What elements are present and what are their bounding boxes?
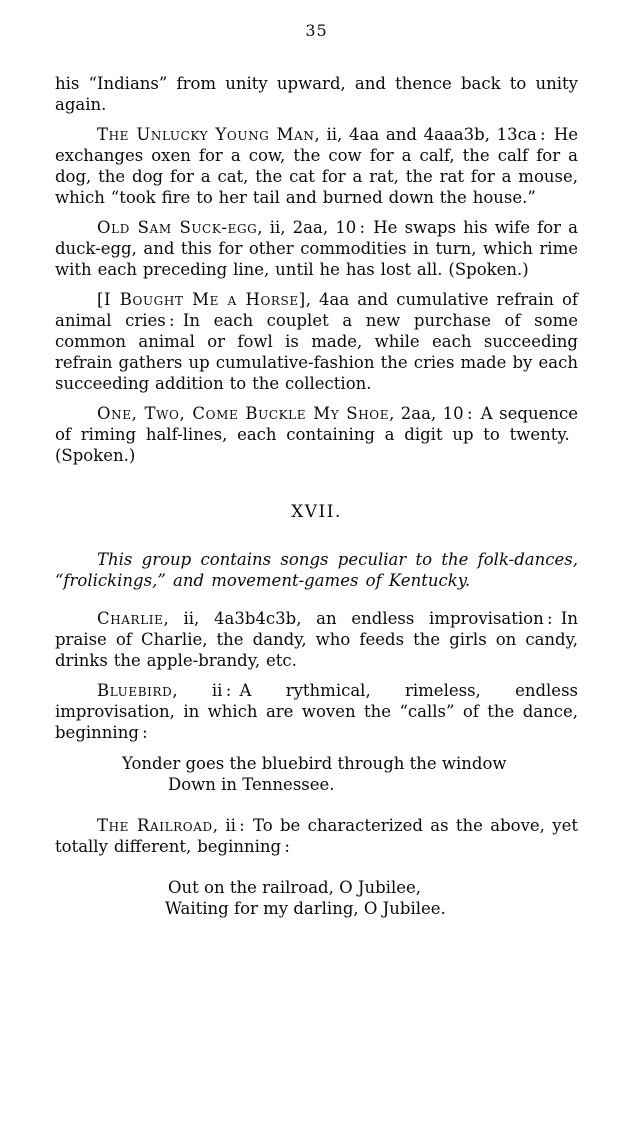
- entry-title: Old Sam Suck-egg: [97, 218, 258, 237]
- paragraph-intro: his “Indians” from unity upward, and thence back to unity again.: [55, 74, 578, 114]
- entry-text: , 4aa and cumulative refrain of animal cries : In each couplet a new purchase of some common animal or fowl is made, while each succeeding refrain gathers up cumulative-fashion the cries made by each succeeding addition to the collection.: [55, 290, 578, 393]
- page-number: 35: [305, 21, 328, 40]
- verse-line: Out on the railroad, O Jubilee,: [168, 878, 421, 897]
- verse-railroad: [55, 877, 578, 919]
- entry-title: The Unlucky Young Man: [97, 125, 315, 144]
- section-summary: This group contains songs peculiar to the folk-dances, “frolickings,” and movement-games of Kentucky.: [55, 550, 578, 590]
- entry-unlucky-young-man: [55, 124, 578, 208]
- entry-title: Bluebird: [97, 681, 173, 700]
- entry-the-railroad: [55, 815, 578, 857]
- entry-title: One, Two, Come Buckle My Shoe: [97, 404, 390, 423]
- entry-text: , ii, 2aa, 10 : He swaps his wife for a duck-egg, and this for other commodities in turn, which rime with each preceding line, until he has lost all. (Spoken.): [55, 218, 578, 279]
- entry-text: , ii : A rythmical, rimeless, endless improvisation, in which are woven the “calls” of the dance, beginning :: [55, 681, 578, 742]
- entry-old-sam-suck-egg: [55, 217, 578, 280]
- entry-text: , ii, 4aa and 4aaa3b, 13ca : He exchanges oxen for a cow, the cow for a calf, the calf for a dog, the dog for a cat, the cat for a rat, the rat for a mouse, which “took fire to her tail and burned down the house.”: [55, 125, 578, 207]
- section-heading-xvii: XVII.: [291, 502, 342, 522]
- entry-charlie: [55, 608, 578, 671]
- entry-bluebird: [55, 680, 578, 743]
- entry-i-bought-me-a-horse: [55, 289, 578, 394]
- entry-text: , ii : To be characterized as the above, yet totally different, beginning :: [55, 816, 578, 856]
- entry-title: The Railroad: [97, 816, 213, 835]
- entry-text: , 2aa, 10 : A sequence of riming half-lines, each containing a digit up to twenty. (Spoken.): [55, 404, 578, 465]
- entry-title: Charlie: [97, 609, 164, 628]
- entry-title: [I Bought Me a Horse]: [97, 290, 306, 309]
- verse-line: Waiting for my darling, O Jubilee.: [165, 899, 446, 918]
- verse-line: Yonder goes the bluebird through the window: [122, 754, 507, 773]
- verse-bluebird: [55, 753, 578, 795]
- entry-text: , ii, 4a3b4c3b, an endless improvisation : In praise of Charlie, the dandy, who feeds the girls on candy, drinks the apple-brandy, etc.: [55, 609, 578, 670]
- entry-one-two-come-buckle-my-shoe: [55, 403, 578, 466]
- verse-line: Down in Tennessee.: [168, 775, 335, 794]
